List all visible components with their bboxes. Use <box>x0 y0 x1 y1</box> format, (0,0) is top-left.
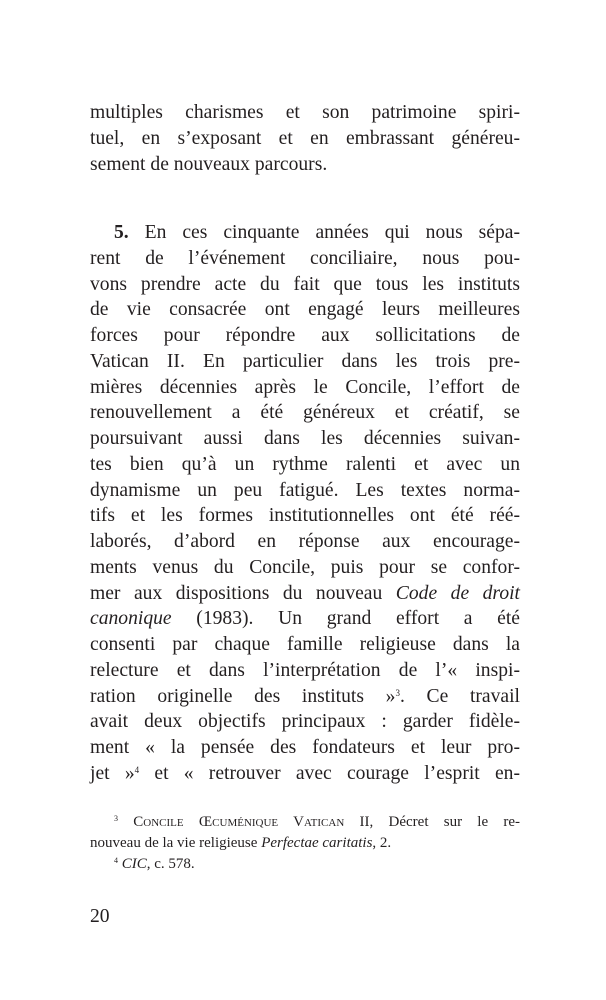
paragraph-continued <box>90 100 520 177</box>
footnote-mark: 3 <box>114 814 118 823</box>
text-line <box>90 606 520 632</box>
text-span: , c. 578. <box>146 856 195 872</box>
text-line <box>90 581 520 607</box>
text-line: poursuivant aussi dans les décennies suivan- <box>90 428 520 449</box>
footnote-3 <box>90 812 520 833</box>
footnote-3-cont <box>90 833 520 854</box>
text-line: tuel, en s’exposant et en embrassant généreu- <box>90 127 520 149</box>
text-line: sement de nouveaux parcours. <box>90 153 328 175</box>
text-span: ration originelle des instituts » <box>90 685 396 707</box>
text-span: et « retrouver avec courage l’esprit en- <box>139 762 520 784</box>
footnote-mark: 4 <box>114 856 118 865</box>
italic-title: Perfectae caritatis <box>261 835 373 851</box>
text-line: vons prendre acte du fait que tous les instituts <box>90 273 520 295</box>
text-line: Vatican II. En particulier dans les trois pre- <box>90 350 520 372</box>
text-line <box>90 684 520 710</box>
text-line: rent de l’événement conciliaire, nous pou- <box>90 247 520 269</box>
text-span: . Ce travail <box>399 685 521 707</box>
text-span: En ces cinquante années qui nous sépa- <box>128 222 520 243</box>
text-line: multiples charismes et son patrimoine spiri- <box>90 102 520 123</box>
text-line: avait deux objectifs principaux : garder fidèle- <box>90 711 520 733</box>
text-line: dynamisme un peu fatigué. Les textes norma- <box>90 479 520 501</box>
text-line: tes bien qu’à un rythme ralenti et avec un <box>90 453 520 475</box>
text-line: consenti par chaque famille religieuse dans la <box>90 634 520 655</box>
text-line: tifs et les formes institutionnelles ont été réé- <box>90 505 520 527</box>
text-line: de vie consacrée ont engagé leurs meilleures <box>90 299 520 321</box>
footnote-4 <box>90 854 520 875</box>
page-number: 20 <box>90 906 110 927</box>
italic-title: CIC <box>121 856 147 872</box>
text-line: renouvellement a été généreux et créatif, se <box>90 402 520 424</box>
text-line: relecture et dans l’interprétation de l’« inspi- <box>90 659 520 681</box>
text-line <box>90 220 520 246</box>
text-span: (1983). Un grand effort a été <box>171 608 520 630</box>
footnotes <box>90 812 520 875</box>
text-span: mer aux dispositions du nouveau <box>90 582 396 604</box>
paragraph-number: 5. <box>114 222 129 243</box>
italic-title: Code de droit <box>395 582 520 604</box>
italic-title: canonique <box>90 608 172 630</box>
text-line: ment « la pensée des fondateurs et leur pro- <box>90 737 520 758</box>
text-span: nouveau de la vie religieuse <box>90 835 262 851</box>
footnote-author: Concile Œcuménique Vatican II <box>133 814 370 830</box>
text-span: jet » <box>90 762 135 784</box>
text-line: mières décennies après le Concile, l’effort de <box>90 376 520 398</box>
footnote-ref[interactable]: 3 <box>395 687 400 698</box>
text-line: ments venus du Concile, puis pour se confor- <box>90 556 520 578</box>
text-span: , Décret sur le re- <box>369 814 521 830</box>
text-line: forces pour répondre aux sollicitations de <box>90 325 520 346</box>
text-line <box>90 761 520 787</box>
paragraph-5 <box>90 220 520 787</box>
footnote-ref[interactable]: 4 <box>134 764 140 775</box>
text-span: , 2. <box>372 835 392 851</box>
text-line: laborés, d’abord en réponse aux encourage- <box>90 531 520 552</box>
